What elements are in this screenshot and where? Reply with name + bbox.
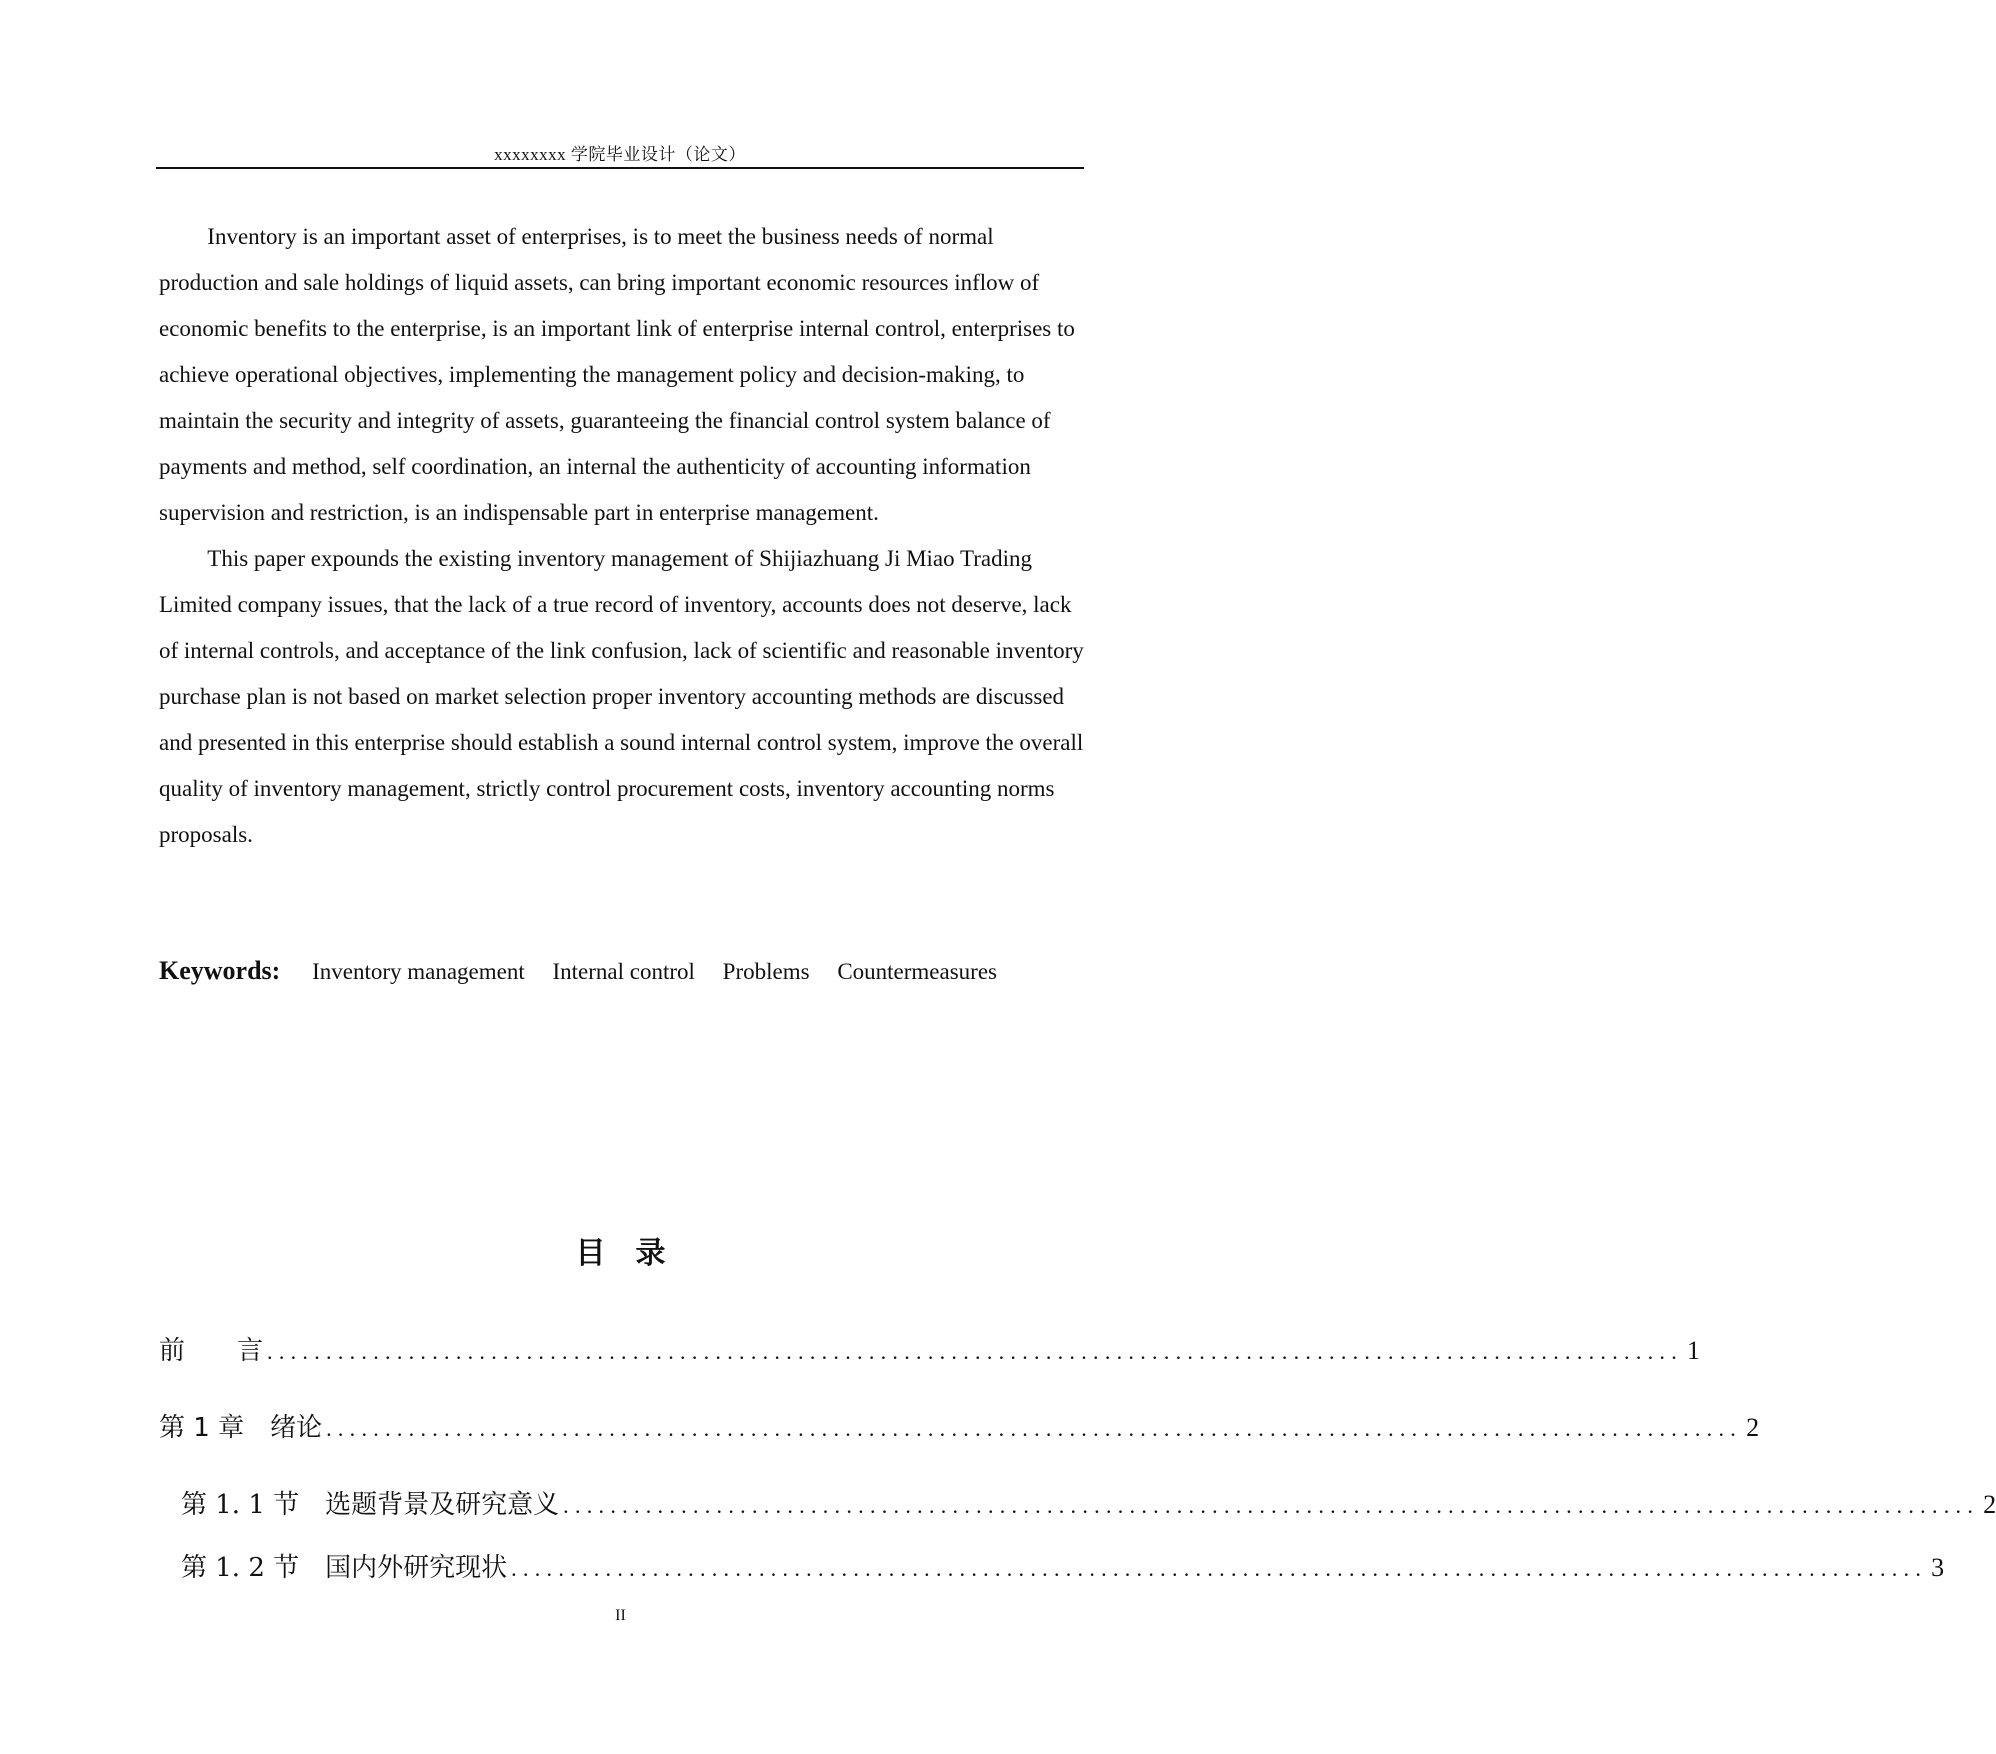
abstract-paragraph: Inventory is an important asset of enterprises, is to meet the business needs of normal production and sale holdings of liquid assets, can bring important economic resources inflow of economic benefits to the enterprise, is an important link of enterprise internal control, enterprises to achieve operational objectives, implementing the management policy and decision-making, to maintain the security and integrity of assets, guaranteeing the financial control system balance of payments and method, self coordination, an internal the authenticity of accounting information supervision and restriction, is an indispensable part in enterprise management. [159, 224, 1075, 525]
toc-entry-section-1-1[interactable] [159, 1484, 1996, 1547]
keywords-line [159, 948, 1019, 995]
toc-leader-dots: ........................................................................................................................ [511, 1556, 1928, 1581]
keyword: Countermeasures [837, 959, 997, 984]
table-of-contents [159, 1330, 1996, 1610]
toc-leader-dots: ........................................................................................................................ [267, 1339, 1684, 1364]
toc-entry-page: 3 [1931, 1553, 1945, 1582]
toc-leader-dots: ........................................................................................................................ [326, 1416, 1743, 1441]
header-divider [156, 167, 1084, 169]
toc-entry-page: 2 [1746, 1413, 1760, 1442]
toc-entry-label: 第 1 章 绪论 [159, 1413, 323, 1443]
toc-entry-label: 前 言 [159, 1336, 264, 1366]
english-abstract [159, 214, 1085, 858]
running-header: xxxxxxxx 学院毕业设计（论文） [494, 145, 746, 164]
page-number: II [615, 1607, 626, 1624]
toc-entry-label: 第 1. 1 节 选题背景及研究意义 [181, 1490, 560, 1520]
toc-title: 目录 [575, 1236, 696, 1271]
keyword: Problems [722, 959, 810, 984]
toc-entry-preface[interactable] [159, 1330, 1701, 1407]
keyword: Internal control [552, 959, 695, 984]
toc-entry-page: 1 [1687, 1336, 1701, 1365]
keyword: Inventory management [312, 959, 525, 984]
toc-entry-section-1-2[interactable] [159, 1547, 1945, 1610]
toc-entry-chapter-1[interactable] [159, 1407, 1760, 1484]
toc-entry-page: 2 [1983, 1490, 1996, 1519]
toc-entry-label: 第 1. 2 节 国内外研究现状 [181, 1553, 508, 1583]
keywords-label: Keywords: [159, 956, 281, 985]
toc-leader-dots: ........................................................................................................................ [563, 1493, 1980, 1518]
abstract-paragraph: This paper expounds the existing inventory management of Shijiazhuang Ji Miao Trading Limited company issues, that the lack of a true record of inventory, accounts does not deserve, lack of internal controls, and acceptance of the link confusion, lack of scientific and reasonable inventory purchase plan is not based on market selection proper inventory accounting methods are discussed and presented in this enterprise should establish a sound internal control system, improve the overall quality of inventory management, strictly control procurement costs, inventory accounting norms proposals. [159, 546, 1084, 847]
